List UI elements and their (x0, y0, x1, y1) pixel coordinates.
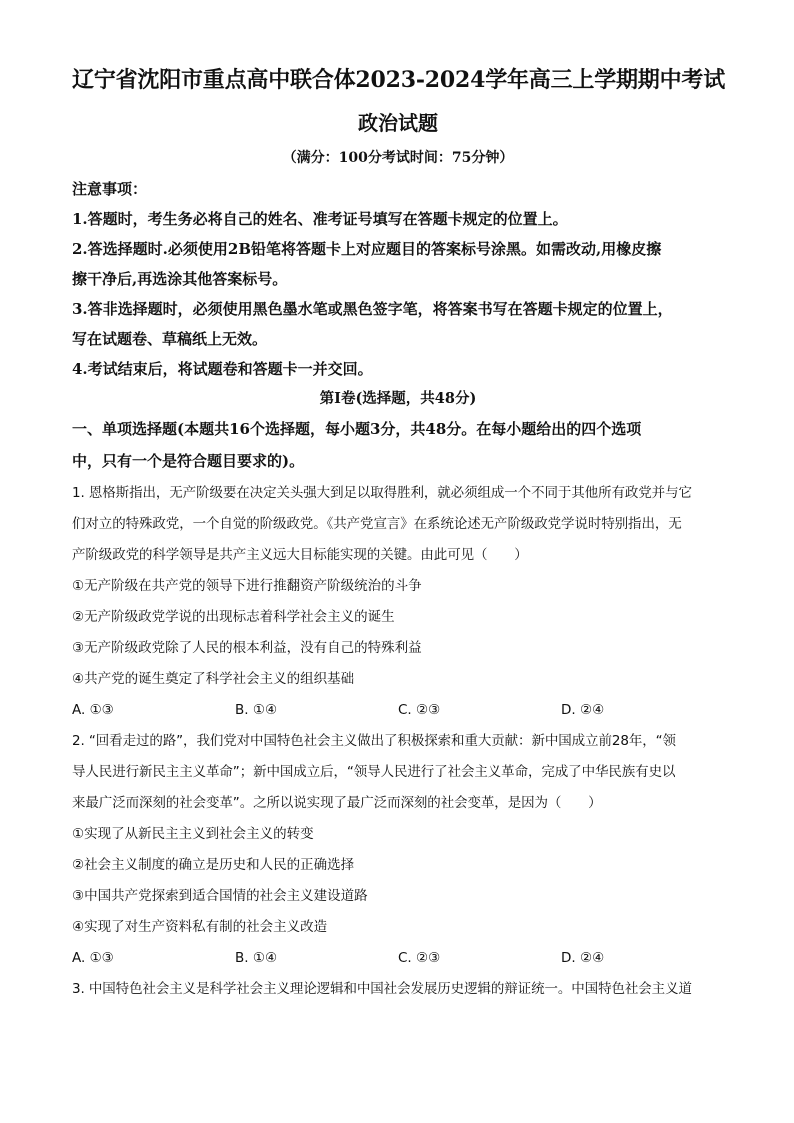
question-1-choices (72, 695, 724, 726)
question-3-stem-line-1: 3. 中国特色社会主义是科学社会主义理论逻辑和中国社会发展历史逻辑的辩证统一。中国特色社会主义道 (72, 981, 692, 997)
question-1-stem-line-3: 产阶级政党的科学领导是共产主义远大目标能实现的关键。由此可见（ ） (72, 547, 528, 563)
question-1-choice-c: C. ②③ (398, 702, 441, 718)
question-1-statement-2: ②无产阶级政党学说的出现标志着科学社会主义的诞生 (72, 609, 395, 625)
question-2-choice-a: A. ①③ (72, 950, 114, 966)
question-2-stem-line-2: 导人民进行新民主主义革命”；新中国成立后，“领导人民进行了社会主义革命，完成了中华民族有史以 (72, 764, 676, 780)
question-2-stem-line-3: 来最广泛而深刻的社会变革”。之所以说实现了最广泛而深刻的社会变革，是因为（ ） (72, 795, 602, 811)
notice-heading: 注意事项： (72, 180, 148, 198)
exam-title: 辽宁省沈阳市重点高中联合体2023-2024学年高三上学期期中考试 (72, 67, 725, 93)
notice-item-4: 4.考试结束后，将试题卷和答题卡一并交回。 (72, 360, 373, 378)
notice-item-3-cont: 写在试题卷、草稿纸上无效。 (72, 330, 268, 348)
question-1-stem-line-1: 1. 恩格斯指出，无产阶级要在决定关头强大到足以取得胜利，就必须组成一个不同于其他所有政党并与它 (72, 485, 692, 501)
notice-item-2: 2.答选择题时.必须使用2B铅笔将答题卡上对应题目的答案标号涂黑。如需改动,用橡皮擦 (72, 240, 662, 258)
question-2-statement-3: ③中国共产党探索到适合国情的社会主义建设道路 (72, 888, 368, 904)
question-1-choice-d: D. ②④ (561, 702, 605, 718)
question-2-statement-4: ④实现了对生产资料私有制的社会主义改造 (72, 919, 328, 935)
section-title: 第Ⅰ卷(选择题，共48分) (319, 390, 477, 407)
notice-item-1: 1.答题时，考生务必将自己的姓名、准考证号填写在答题卡规定的位置上。 (72, 210, 568, 228)
notice-item-2-cont: 擦干净后,再选涂其他答案标号。 (72, 270, 288, 288)
question-2-stem-line-1: 2. “回看走过的路”，我们党对中国特色社会主义做出了积极探索和重大贡献：新中国成立前28年，“领 (72, 733, 676, 749)
part-heading (72, 414, 724, 476)
question-1-stem-line-2: 们对立的特殊政党，一个自觉的阶级政党。《共产党宣言》在系统论述无产阶级政党学说时特别指出，无 (72, 516, 682, 532)
question-2-statement-2: ②社会主义制度的确立是历史和人民的正确选择 (72, 857, 355, 873)
question-1-choice-a: A. ①③ (72, 702, 114, 718)
part-heading-line-1: 一、单项选择题(本题共16个选择题，每小题3分，共48分。在每小题给出的四个选项 (72, 420, 642, 438)
part-heading-line-2: 中，只有一个是符合题目要求的)。 (72, 452, 305, 470)
question-1-statement-1: ①无产阶级在共产党的领导下进行推翻资产阶级统治的斗争 (72, 578, 422, 594)
question-1-statement-3: ③无产阶级政党除了人民的根本利益，没有自己的特殊利益 (72, 640, 422, 656)
question-2-choice-c: C. ②③ (398, 950, 441, 966)
question-2-choices (72, 943, 724, 974)
question-2-choice-d: D. ②④ (561, 950, 605, 966)
question-2-choice-b: B. ①④ (235, 950, 278, 966)
question-1-statement-4: ④共产党的诞生奠定了科学社会主义的组织基础 (72, 671, 355, 687)
question-2 (72, 726, 724, 974)
question-1 (72, 478, 724, 726)
exam-subject: 政治试题 (358, 111, 438, 135)
notice-item-3: 3.答非选择题时，必须使用黑色墨水笔或黑色签字笔，将答案书写在答题卡规定的位置上， (72, 300, 673, 318)
question-1-choice-b: B. ①④ (235, 702, 278, 718)
notice-section (72, 174, 724, 384)
score-time-info: （满分：100分考试时间：75分钟） (282, 150, 514, 166)
question-3 (72, 974, 724, 1005)
question-2-statement-1: ①实现了从新民主主义到社会主义的转变 (72, 826, 314, 842)
